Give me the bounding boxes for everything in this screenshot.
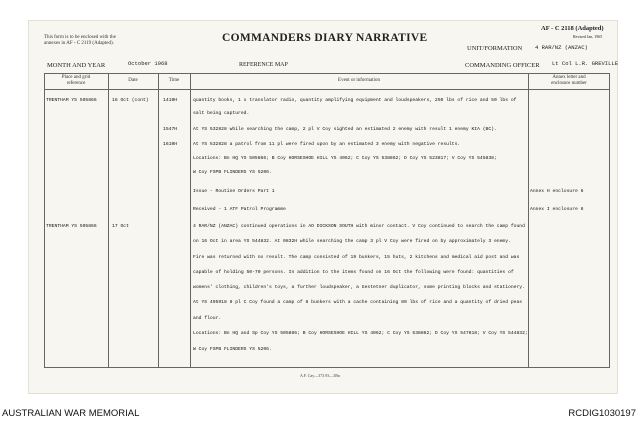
row-event: womens' clothing, children's toys, a further loudspeaker, a Gestetner duplicator, some printing blocks and stationery. bbox=[193, 285, 525, 290]
note-line: This form is to be enclosed with the bbox=[44, 35, 116, 40]
row-event: and flour. bbox=[193, 316, 222, 321]
row-event: salt being captured. bbox=[193, 111, 250, 116]
row-time: 1547H bbox=[163, 127, 178, 132]
row-event: quantity books, 1 x translator radio, quantity amplifying equipment and loudspeakers, 250 lbs of rice and 50 lbs of bbox=[193, 98, 517, 103]
row-date: 17 Oct bbox=[112, 224, 129, 229]
form-enclosure-note bbox=[44, 35, 116, 47]
archive-caption: AUSTRALIAN WAR MEMORIAL bbox=[2, 408, 140, 419]
row-time: 1410H bbox=[163, 98, 178, 103]
page-title: COMMANDERS DIARY NARRATIVE bbox=[222, 32, 428, 44]
row-annex: Annex H enclosure 6 bbox=[530, 189, 584, 194]
row-event: capable of holding 50-70 persons. In addition to the items found on 16 Oct the following were found: quantities of bbox=[193, 270, 514, 275]
header-divider bbox=[44, 89, 610, 90]
row-place: TRENTHAM YS 505866 bbox=[46, 98, 97, 103]
row-event: W Coy FSPB FLINDERS YS 5206. bbox=[193, 170, 272, 175]
diary-table bbox=[44, 73, 610, 368]
unit-value: 4 RAR/NZ (ANZAC) bbox=[535, 44, 588, 51]
row-place: TRENTHAM YS 505866 bbox=[46, 224, 97, 229]
row-event: At YS 495918 8 pl C Coy found a camp of 8 bunkers with a cache containing 80 lbs of rice and a quantity of dried peas bbox=[193, 300, 523, 305]
header-place: Place and grid reference bbox=[61, 75, 91, 86]
header-date: Date bbox=[128, 78, 138, 83]
reference-map-label: REFERENCE MAP bbox=[239, 62, 288, 68]
month-value: October 1968 bbox=[128, 60, 168, 67]
row-event: on 16 Oct in area YS 544832. At 0832H while searching the camp 3 pl V Coy were fired on by approximately 3 enemy. bbox=[193, 239, 511, 244]
row-event: Received - 1 ATF Patrol Programme bbox=[193, 207, 286, 212]
form-number: AF - C 2118 (Adapted) bbox=[541, 25, 604, 32]
month-label: MONTH AND YEAR bbox=[47, 62, 106, 69]
row-time: 1610H bbox=[163, 142, 178, 147]
column-divider bbox=[158, 73, 159, 368]
form-footer: A.F. Cay—373.93—3Bn bbox=[300, 373, 340, 378]
column-divider bbox=[190, 73, 191, 368]
header-annex: Annex letter and enclosure number bbox=[551, 75, 587, 86]
row-event: Locations: Bn HQ YS 505866; B Coy HORSESHOE HILL YS 4062; C Coy YS 538862; D Coy YS 523817; V Coy YS 545838; bbox=[193, 156, 497, 161]
revised-date: Revised Jan, 1965 bbox=[573, 34, 603, 39]
note-line: annexes in AF - C 2119 (Adapted). bbox=[44, 41, 114, 46]
row-event: Fire was returned with no result. The camp consisted of 19 bunkers, 15 huts, 2 kitchens and medical aid post and was bbox=[193, 255, 520, 260]
row-event: W Coy FSPB FLINDERS YS 5206. bbox=[193, 347, 272, 352]
commanding-officer-value: Lt Col L.R. GREVILLE bbox=[552, 60, 619, 67]
archive-reference: RCDIG1030197 bbox=[568, 408, 636, 419]
unit-label: UNIT/FORMATION bbox=[467, 45, 523, 52]
column-divider bbox=[528, 73, 529, 368]
row-date: 16 Oct (cont) bbox=[112, 98, 149, 103]
row-event: 4 RAR/NZ (ANZAC) continued operations in AO DICKSON SOUTH with minor contact. V Coy continued to search the camp found bbox=[193, 224, 525, 229]
column-divider bbox=[108, 73, 109, 368]
row-annex: Annex I enclosure 6 bbox=[530, 207, 584, 212]
row-event: At YS 532828 a patrol from 11 pl were fired upon by an estimated 3 enemy with negative results. bbox=[193, 142, 461, 147]
header-event: Event or information bbox=[338, 78, 380, 83]
header-time: Time bbox=[168, 78, 180, 83]
commanding-officer-label: COMMANDING OFFICER bbox=[465, 62, 540, 69]
row-event: Locations: Bn HQ and Sp Coy YS 505866; B Coy HORSESHOE HILL YS 4062; C Coy YS 538862; D Coy YS 547818; V Coy YS 544832; bbox=[193, 331, 528, 336]
row-event: Issue - Routine Orders Part 1 bbox=[193, 189, 275, 194]
row-event: At YS 532828 while searching the camp, 2 pl V Coy sighted an estimated 2 enemy with result 1 enemy KIA (BC). bbox=[193, 127, 497, 132]
